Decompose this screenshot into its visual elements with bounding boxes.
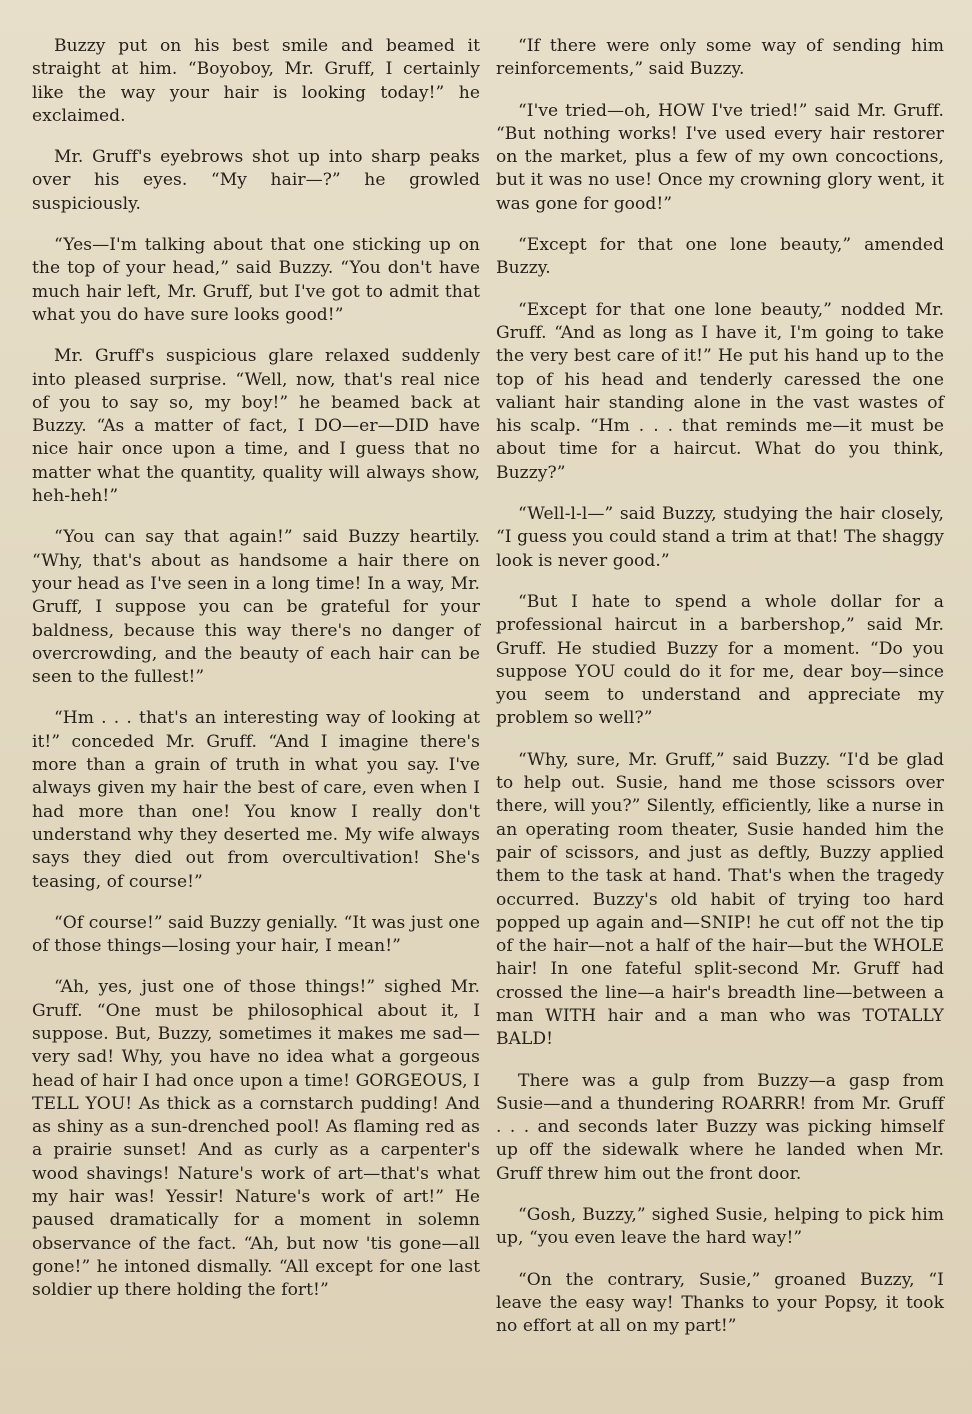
paragraph: “Except for that one lone beauty,” nodded Mr. Gruff. “And as long as I have it, I'm going to take the very best care of it!” He put his hand up to the top of his head and tenderly caressed the one valiant hair standing alone in the vast wastes of his scalp. “Hm . . . that reminds me—it must be about time for a haircut. What do you think, Buzzy?” — [496, 299, 944, 483]
paragraph: Buzzy put on his best smile and beamed it straight at him. “Boyoboy, Mr. Gruff, I certainly like the way your hair is looking today!” he exclaimed. — [32, 36, 480, 126]
paragraph: “Hm . . . that's an interesting way of looking at it!” conceded Mr. Gruff. “And I imagine there's more than a grain of truth in what you say. I've always given my hair the best of care, even when I had more than one! You know I really don't understand why they deserted me. My wife always says they died out from overcultivation! She's teasing, of course!” — [32, 708, 480, 892]
paragraph: Mr. Gruff's suspicious glare relaxed suddenly into pleased surprise. “Well, now, that's real nice of you to say so, my boy!” he beamed back at Buzzy. “As a matter of fact, I DO—er—DID have nice hair once upon a time, and I guess that no matter what the quantity, quality will always show, heh-heh!” — [32, 346, 480, 507]
paragraph: “You can say that again!” said Buzzy heartily. “Why, that's about as handsome a hair there on your head as I've seen in a long time! In a way, Mr. Gruff, I suppose you can be grateful for your baldness, because this way there's no danger of overcrowding, and the beauty of each hair can be seen to the fullest!” — [32, 527, 480, 688]
paragraph: Mr. Gruff's eyebrows shot up into sharp peaks over his eyes. “My hair—?” he growled suspiciously. — [32, 147, 480, 214]
paragraph: “On the contrary, Susie,” groaned Buzzy, “I leave the easy way! Thanks to your Popsy, it took no effort at all on my part!” — [496, 1269, 944, 1337]
paragraph: “Yes—I'm talking about that one sticking up on the top of your head,” said Buzzy. “You don't have much hair left, Mr. Gruff, but I've got to admit that what you do have sure looks good!” — [32, 235, 480, 325]
left-column — [32, 35, 480, 1321]
paragraph: “Except for that one lone beauty,” amended Buzzy. — [496, 235, 944, 279]
paragraph: “Ah, yes, just one of those things!” sighed Mr. Gruff. “One must be philosophical about it, I suppose. But, Buzzy, sometimes it makes me sad—very sad! Why, you have no idea what a gorgeous head of hair I had once upon a time! GORGEOUS, I TELL YOU! As thick as a cornstarch pudding! And as shiny as a sun-drenched pool! As flaming red as a prairie sunset! And as curly as a carpenter's wood shavings! Nature's work of art—that's what my hair was! Yessir! Nature's work of art!” He paused dramatically for a moment in solemn observance of the fact. “Ah, but now 'tis gone—all gone!” he intoned dismally. “All except for one last soldier up there holding the fort!” — [32, 977, 480, 1301]
paragraph: “If there were only some way of sending him reinforcements,” said Buzzy. — [496, 36, 944, 80]
paragraph: “Of course!” said Buzzy genially. “It was just one of those things—losing your hair, I mean!” — [32, 912, 481, 957]
right-column — [496, 35, 944, 1357]
paragraph: There was a gulp from Buzzy—a gasp from Susie—and a thundering ROARRR! from Mr. Gruff . . . and seconds later Buzzy was picking himself up off the sidewalk where he landed when Mr. Gruff threw him out the front door. — [496, 1070, 944, 1184]
paragraph: “Well-l-l—” said Buzzy, studying the hair closely, “I guess you could stand a trim at that! The shaggy look is never good.” — [496, 504, 944, 571]
paragraph: “I've tried—oh, HOW I've tried!” said Mr. Gruff. “But nothing works! I've used every hair restorer on the market, plus a few of my own concoctions, but it was no use! Once my crowning glory went, it was gone for good!” — [496, 100, 944, 214]
paragraph: “But I hate to spend a whole dollar for a professional haircut in a barbershop,” said Mr. Gruff. He studied Buzzy for a moment. “Do you suppose YOU could do it for me, dear boy—since you seem to understand and appreciate my problem so well?” — [496, 591, 944, 729]
paragraph: “Gosh, Buzzy,” sighed Susie, helping to pick him up, “you even leave the hard way!” — [496, 1205, 944, 1249]
paragraph: “Why, sure, Mr. Gruff,” said Buzzy. “I'd be glad to help out. Susie, hand me those scissors over there, will you?” Silently, efficiently, like a nurse in an operating room theater, Susie handed him the pair of scissors, and just as deftly, Buzzy applied them to the task at hand. That's when the tragedy occurred. Buzzy's old habit of trying too hard popped up again and—SNIP! he cut off not the tip of the hair—not a half of the hair—but the WHOLE hair! In one fateful split-second Mr. Gruff had crossed the line—a hair's breadth line—between a man WITH hair and a man who was TOTALLY BALD! — [496, 749, 944, 1050]
